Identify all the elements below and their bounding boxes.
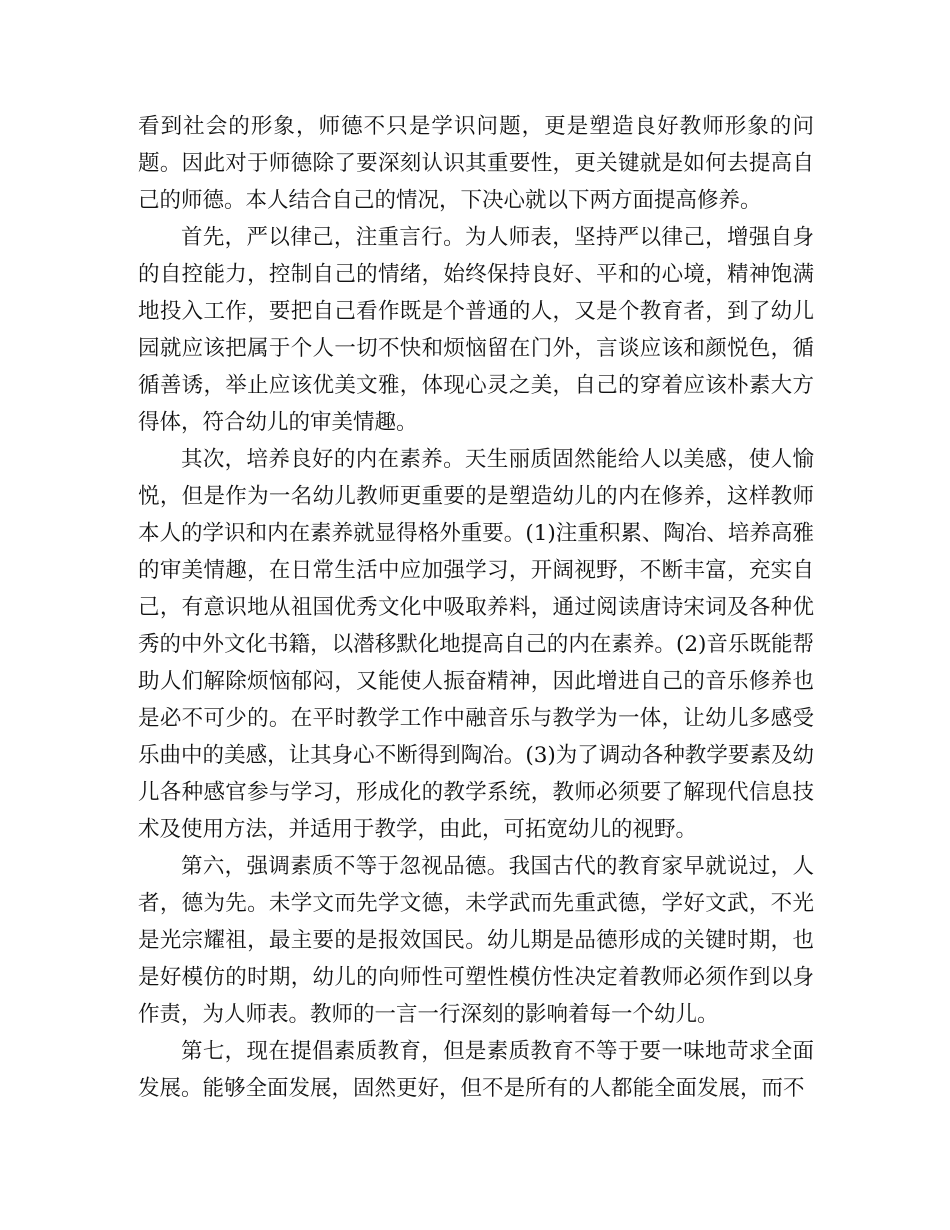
paragraph-4: 第六，强调素质不等于忽视品德。我国古代的教育家早就说过，人者，德为先。未学文而先学文德，未学武而先重武德，学好文武，不光是光宗耀祖，最主要的是报效国民。幼儿期是品德形成的关键时期，也是好模仿的时期，幼儿的向师性可塑性模仿性决定着教师必须作到以身作责，为人师表。教师的一言一行深刻的影响着每一个幼儿。 <box>138 854 814 1027</box>
paragraph-2: 首先，严以律己，注重言行。为人师表，坚持严以律己，增强自身的自控能力，控制自己的情绪，始终保持良好、平和的心境，精神饱满地投入工作，要把自己看作既是个普通的人，又是个教育者，到了幼儿园就应该把属于个人一切不快和烦恼留在门外，言谈应该和颜悦色，循循善诱，举止应该优美文雅，体现心灵之美，自己的穿着应该朴素大方得体，符合幼儿的审美情趣。 <box>138 225 814 435</box>
paragraph-3: 其次，培养良好的内在素养。天生丽质固然能给人以美感，使人愉悦，但是作为一名幼儿教师更重要的是塑造幼儿的内在修养，这样教师本人的学识和内在素养就显得格外重要。(1)注重积累、陶冶、培养高雅的审美情趣，在日常生活中应加强学习，开阔视野，不断丰富，充实自己，有意识地从祖国优秀文化中吸取养料，通过阅读唐诗宋词及各种优秀的中外文化书籍，以潜移默化地提高自己的内在素养。(2)音乐既能帮助人们解除烦恼郁闷，又能使人振奋精神，因此增进自己的音乐修养也是必不可少的。在平时教学工作中融音乐与教学为一体，让幼儿多感受乐曲中的美感，让其身心不断得到陶冶。(3)为了调动各种教学要素及幼儿各种感官参与学习，形成化的教学系统，教师必须要了解现代信息技术及使用方法，并适用于教学，由此，可拓宽幼儿的视野。 <box>138 447 814 842</box>
document-page <box>138 108 814 1107</box>
paragraph-5: 第七，现在提倡素质教育，但是素质教育不等于要一味地苛求全面发展。能够全面发展，固然更好，但不是所有的人都能全面发展，而不 <box>138 1039 814 1101</box>
paragraph-1: 看到社会的形象，师德不只是学识问题，更是塑造良好教师形象的问题。因此对于师德除了要深刻认识其重要性，更关键就是如何去提高自己的师德。本人结合自己的情况，下决心就以下两方面提高修养。 <box>138 114 814 213</box>
